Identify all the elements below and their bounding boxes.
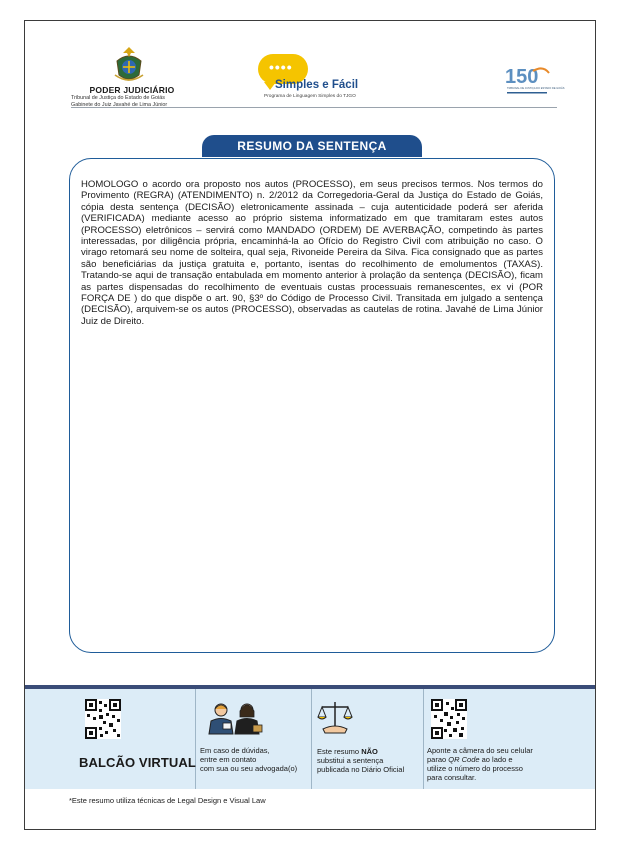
summary-heading: RESUMO DA SENTENÇA [202, 135, 422, 157]
program-subtitle: Programa de Linguagem Simples do TJGO [264, 94, 356, 99]
summary-text: HOMOLOGO o acordo ora proposto nos autos (PROCESSO), em seus precisos termos. Nos termos do Provimento (REGRA) (ATENDIMENTO) n. 2/2012 da Corregedoria-Geral da Justiça do Estado de Goiás, cópia desta sentença (DECISÃO) eletronicamente assinada – cuja autenticidade poderá ser aferida (VERIFICADA) mediante acesso ao próprio sistema informatizado em que tramitaram estes autos (PROCESSO) eletrônicos – servirá como MANDADO (ORDEM) DE AVERBAÇÃO, competindo às partes interessadas, por diligência própria, encaminhá-la ao Ofício do Registro Civil com atribuição no caso. O virago retomará seu nome de solteira, qual seja, Rivoneide Pereira da Silva. Fica consignado que as partes são beneficiárias da justiça gratuita e, portanto, isentas do recolhimento de emolumentos (TAXAS). Tratando-se aqui de transação entabulada em momento anterior à prolação da sentença (DECISÃO), ficam as partes dispensadas do recolhimento de eventuais custas processuais remanescentes, ex vi (POR FORÇA DE ) do que dispõe o art. 90, §3º do Código de Processo Civil. Transitada em julgado a sentença (DECISÃO), arquivem-se os autos (PROCESSO), observadas as cautelas de rotina. Javahé de Lima Júnior Juiz de Direito. [81, 179, 543, 327]
footer-divider [311, 689, 312, 789]
legal-design-footnote: *Este resumo utiliza técnicas de Legal Design e Visual Law [69, 796, 266, 805]
qr-instructions-part: parao [427, 755, 449, 764]
header-divider [71, 107, 557, 108]
goias-coat-of-arms-icon [109, 45, 149, 85]
court-subtitle-line: Gabinete do Juiz Javahé de Lima Júnior [71, 101, 168, 108]
balcao-virtual-label: BALCÃO VIRTUAL [79, 755, 196, 770]
balcao-virtual-qr-code[interactable] [85, 699, 121, 739]
disclaimer-text-bold: NÃO [361, 747, 378, 756]
footer-divider [423, 689, 424, 789]
contact-lawyer-line: Em caso de dúvidas, [200, 746, 270, 755]
disclaimer-text-line: substitui a sentença [317, 756, 384, 765]
court-title: PODER JUDICIÁRIO [89, 85, 175, 95]
footer-divider [195, 689, 196, 789]
qr-instructions-part: ao lado e [479, 755, 513, 764]
bubble-dots: •••• [269, 59, 293, 75]
scales-of-justice-icon [317, 699, 353, 735]
contact-lawyer-line: com sua ou seu advogada(o) [200, 764, 298, 773]
contact-lawyer-line: entre em contato [200, 755, 257, 764]
qr-instructions-text [427, 746, 561, 782]
logo-150-subtitle: TRIBUNAL DE JUSTIÇA DO ESTADO DE GOIÁS [507, 87, 565, 90]
disclaimer-text-part: Este resumo [317, 747, 362, 756]
logo-150-text: 150 [505, 66, 539, 88]
qr-instructions-italic: QR Code [448, 755, 480, 764]
qr-instructions-line: para consultar. [427, 773, 477, 782]
disclaimer-text-line: publicada no Diário Oficial [317, 765, 405, 774]
contact-lawyer-text [200, 746, 310, 773]
disclaimer-text [317, 747, 419, 774]
header [25, 21, 595, 113]
court-subtitle-line: Tribunal de Justiça do Estado de Goiás [71, 95, 165, 101]
program-title: Simples e Fácil [275, 79, 359, 91]
tjgo-150-years-logo [503, 59, 565, 99]
process-consult-qr-code[interactable] [431, 699, 467, 739]
lawyers-icon [205, 701, 265, 735]
document-page [24, 20, 596, 830]
qr-instructions-line: utilize o número do processo [427, 764, 523, 773]
qr-instructions-line: Aponte a câmera do seu celular [427, 746, 533, 755]
